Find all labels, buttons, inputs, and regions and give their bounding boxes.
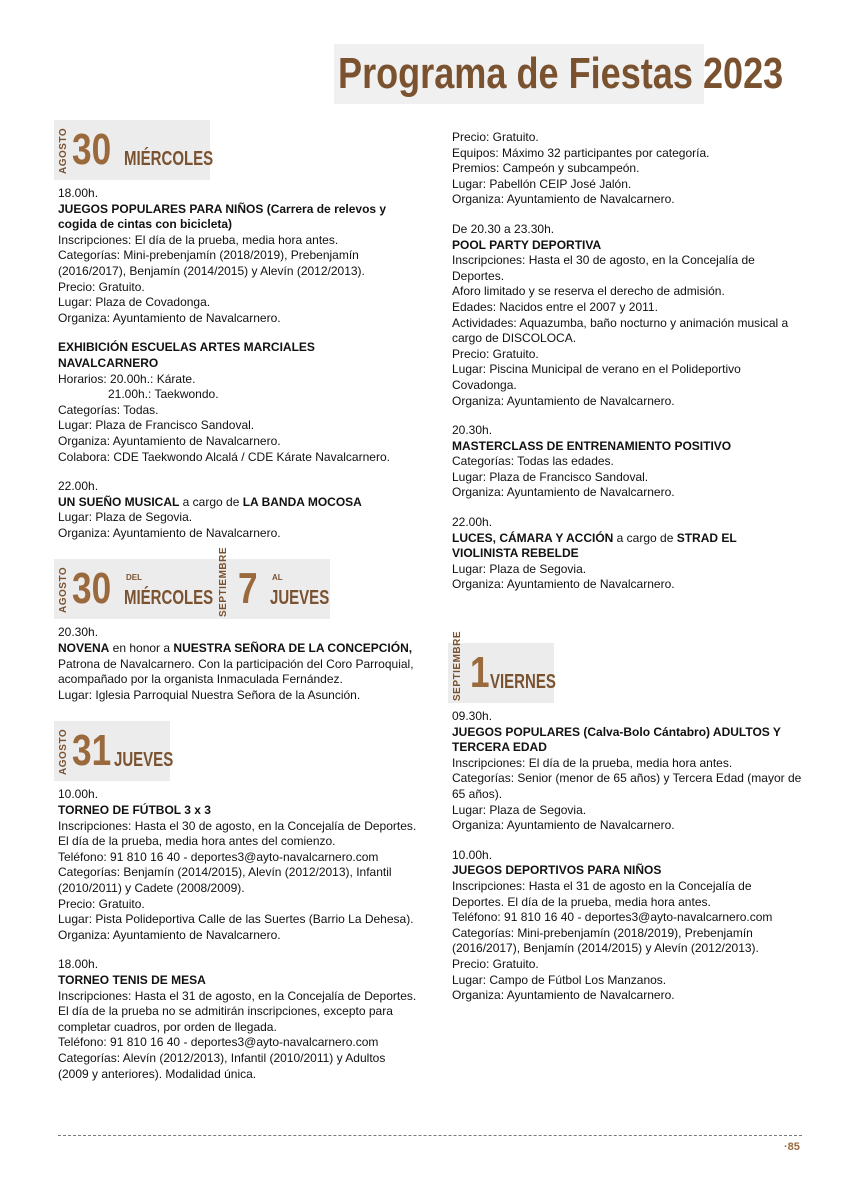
event-time: 20.30h. [58, 625, 99, 640]
day-number: 30 [72, 564, 112, 614]
event-line: 21.00h.: Taekwondo. [108, 387, 219, 402]
day-number: 31 [72, 726, 112, 776]
event-line: Lugar: Plaza de Covadonga. [58, 295, 211, 310]
event-line: Premios: Campeón y subcampeón. [452, 161, 640, 176]
event-title [452, 531, 802, 562]
al-label: AL [272, 573, 283, 583]
event-line: Categorías: Alevín (2012/2013), Infantil (2010/2011) y Adultos (2009 y anteriores). Modalidad única. [58, 1050, 386, 1081]
event-line: Lugar: Plaza de Segovia. [452, 802, 587, 817]
event-tenis-mesa-cont [452, 130, 802, 208]
day-number: 7 [238, 564, 258, 614]
day-name: MIÉRCOLES [124, 587, 214, 610]
month-label: SEPTIEMBRE [452, 631, 463, 702]
event-line: Organiza: Ayuntamiento de Navalcarnero. [452, 577, 675, 592]
event-line: Organiza: Ayuntamiento de Navalcarnero. [58, 525, 281, 540]
date-header-31 [58, 721, 418, 781]
event-title-part: LA BANDA MOCOSA [242, 494, 362, 509]
event-line: Teléfono: 91 810 16 40 - deportes3@ayto-navalcarnero.com [58, 849, 379, 864]
event-title-part: a cargo de [613, 530, 677, 545]
event-line: Colabora: CDE Taekwondo Alcalá / CDE Kárate Navalcarnero. [58, 449, 390, 464]
event-time: 09.30h. [452, 709, 493, 724]
event-pool-party [452, 222, 802, 409]
event-line: Precio: Gratuito. [58, 279, 145, 294]
event-line: Precio: Gratuito. [452, 346, 539, 361]
event-title: MASTERCLASS DE ENTRENAMIENTO POSITIVO [452, 438, 732, 453]
event-line: Horarios: 20.00h.: Kárate. [58, 371, 196, 386]
event-juegos-ninos [58, 186, 418, 326]
event-time: 10.00h. [58, 787, 99, 802]
event-title [58, 641, 418, 657]
event-line: Organiza: Ayuntamiento de Navalcarnero. [58, 310, 281, 325]
event-line: Lugar: Iglesia Parroquial Nuestra Señora de la Asunción. [58, 687, 361, 702]
event-line: Actividades: Aquazumba, baño nocturno y animación musical a cargo de DISCOLOCA. [452, 315, 789, 346]
event-title-part: LUCES, CÁMARA Y ACCIÓN [452, 530, 614, 545]
event-title: EXHIBICIÓN ESCUELAS ARTES MARCIALES NAVALCARNERO [58, 340, 315, 370]
event-time: 10.00h. [452, 847, 493, 862]
event-line: Organiza: Ayuntamiento de Navalcarnero. [452, 485, 675, 500]
date-header-1 [452, 631, 802, 703]
event-line: Inscripciones: Hasta el 31 de agosto, en la Concejalía de Deportes. El día de la prueba no se admitirán inscripciones, excepto para completar cuadros, por orden de llegada. [58, 988, 417, 1034]
day-name: JUEVES [270, 587, 330, 610]
event-line: Lugar: Plaza de Francisco Sandoval. [58, 418, 255, 433]
event-time: 18.00h. [58, 957, 99, 972]
event-line: Inscripciones: El día de la prueba, media hora antes. [58, 232, 339, 247]
event-line: Categorías: Todas. [58, 402, 159, 417]
date-header-30-7 [58, 547, 418, 619]
event-masterclass [452, 423, 802, 501]
event-title-part: en honor a [109, 641, 174, 656]
event-line: Organiza: Ayuntamiento de Navalcarnero. [452, 988, 675, 1003]
event-title-part: NOVENA [58, 641, 110, 656]
month-label: AGOSTO [58, 127, 69, 174]
event-line: Organiza: Ayuntamiento de Navalcarnero. [452, 192, 675, 207]
day-name: MIÉRCOLES [124, 148, 214, 170]
event-line: Organiza: Ayuntamiento de Navalcarnero. [452, 818, 675, 833]
page-number: ·85 [784, 1141, 800, 1153]
page-title-banner [334, 44, 784, 104]
right-column [452, 130, 802, 1018]
event-luces-camara [452, 515, 802, 593]
event-title-part: UN SUEÑO MUSICAL [58, 494, 180, 509]
event-artes-marciales [58, 340, 418, 465]
event-line: Categorías: Senior (menor de 65 años) y Tercera Edad (mayor de 65 años). [452, 771, 802, 801]
event-title: JUEGOS DEPORTIVOS PARA NIÑOS [452, 863, 662, 878]
event-line: Organiza: Ayuntamiento de Navalcarnero. [58, 927, 281, 942]
event-line: Categorías: Mini-prebenjamín (2018/2019), Prebenjamín (2016/2017), Benjamín (2014/2015) y Alevín (2012/2013). [452, 925, 759, 956]
event-line: Lugar: Plaza de Francisco Sandoval. [452, 469, 649, 484]
event-title-part: STRAD EL VIOLINISTA REBELDE [452, 530, 737, 561]
footer-divider [58, 1135, 802, 1136]
day-name: VIERNES [490, 671, 556, 694]
event-line: Inscripciones: Hasta el 31 de agosto en la Concejalía de Deportes. El día de la prueba, media hora antes. [452, 878, 752, 909]
event-line: Categorías: Mini-prebenjamín (2018/2019), Prebenjamín (2016/2017), Benjamín (2014/2015) y Alevín (2012/2013). [58, 248, 365, 278]
event-time: 20.30h. [452, 423, 493, 438]
event-line: Precio: Gratuito. [58, 896, 145, 911]
event-line: Organiza: Ayuntamiento de Navalcarnero. [58, 433, 281, 448]
day-number: 30 [72, 125, 112, 174]
event-line: Edades: Nacidos entre el 2007 y 2011. [452, 299, 658, 314]
event-line: Lugar: Pista Polideportiva Calle de las Suertes (Barrio La Dehesa). [58, 912, 414, 927]
month-label: SEPTIEMBRE [218, 547, 229, 618]
month-label: AGOSTO [58, 567, 69, 614]
event-novena [58, 625, 418, 703]
event-title-part: NUESTRA SEÑORA DE LA CONCEPCIÓN, [173, 641, 413, 656]
event-time: De 20.30 a 23.30h. [452, 221, 555, 236]
event-torneo-futbol [58, 787, 418, 943]
event-line: Inscripciones: El día de la prueba, media hora antes. [452, 755, 733, 770]
del-label: DEL [126, 573, 142, 583]
event-time: 22.00h. [452, 515, 493, 530]
event-line: Lugar: Plaza de Segovia. [452, 561, 587, 576]
event-line: Organiza: Ayuntamiento de Navalcarnero. [452, 393, 675, 408]
event-title: TORNEO DE FÚTBOL 3 x 3 [58, 803, 211, 818]
event-line: Categorías: Benjamín (2014/2015), Alevín (2012/2013), Infantil (2010/2011) y Cadete (2008/2009). [58, 865, 392, 895]
month-label: AGOSTO [58, 729, 69, 776]
event-line: Inscripciones: Hasta el 30 de agosto, en la Concejalía de Deportes. El día de la prueba, media hora antes del comienzo. [58, 818, 417, 849]
event-line: Lugar: Plaza de Segovia. [58, 510, 193, 525]
event-line: Categorías: Todas las edades. [452, 454, 614, 469]
event-line: Teléfono: 91 810 16 40 - deportes3@ayto-navalcarnero.com [58, 1035, 379, 1050]
day-number: 1 [470, 648, 490, 698]
event-title-part: a cargo de [179, 494, 243, 509]
event-line: Inscripciones: Hasta el 30 de agosto, en la Concejalía de Deportes. [452, 253, 755, 283]
date-header-30 [58, 120, 418, 180]
event-sueno-musical [58, 479, 418, 541]
event-time: 22.00h. [58, 479, 99, 494]
event-juegos-deportivos [452, 848, 802, 1004]
event-line: Precio: Gratuito. [452, 130, 539, 144]
event-juegos-adultos [452, 709, 802, 834]
event-line: Teléfono: 91 810 16 40 - deportes3@ayto-navalcarnero.com [452, 910, 773, 925]
event-line: Lugar: Piscina Municipal de verano en el Polideportivo Covadonga. [452, 362, 741, 392]
event-title: POOL PARTY DEPORTIVA [452, 237, 602, 252]
event-time: 18.00h. [58, 186, 99, 200]
event-title: TORNEO TENIS DE MESA [58, 972, 206, 987]
event-line: Equipos: Máximo 32 participantes por categoría. [452, 145, 710, 160]
event-title: JUEGOS POPULARES PARA NIÑOS (Carrera de relevos y cogida de cintas con bicicleta) [58, 201, 387, 232]
event-line: Aforo limitado y se reserva el derecho de admisión. [452, 284, 725, 299]
event-line: Precio: Gratuito. [452, 956, 539, 971]
event-line: Patrona de Navalcarnero. Con la participación del Coro Parroquial, acompañado por la organista Inmaculada Fernández. [58, 656, 414, 687]
event-line: Lugar: Campo de Fútbol Los Manzanos. [452, 972, 667, 987]
event-line: Lugar: Pabellón CEIP José Jalón. [452, 176, 632, 191]
event-title: JUEGOS POPULARES (Calva-Bolo Cántabro) ADULTOS Y TERCERA EDAD [452, 724, 781, 755]
page-title: Programa de Fiestas 2023 [338, 49, 784, 98]
event-tenis-mesa [58, 957, 418, 1082]
event-title [58, 495, 418, 511]
left-column [58, 120, 418, 1096]
day-name: JUEVES [114, 749, 174, 772]
